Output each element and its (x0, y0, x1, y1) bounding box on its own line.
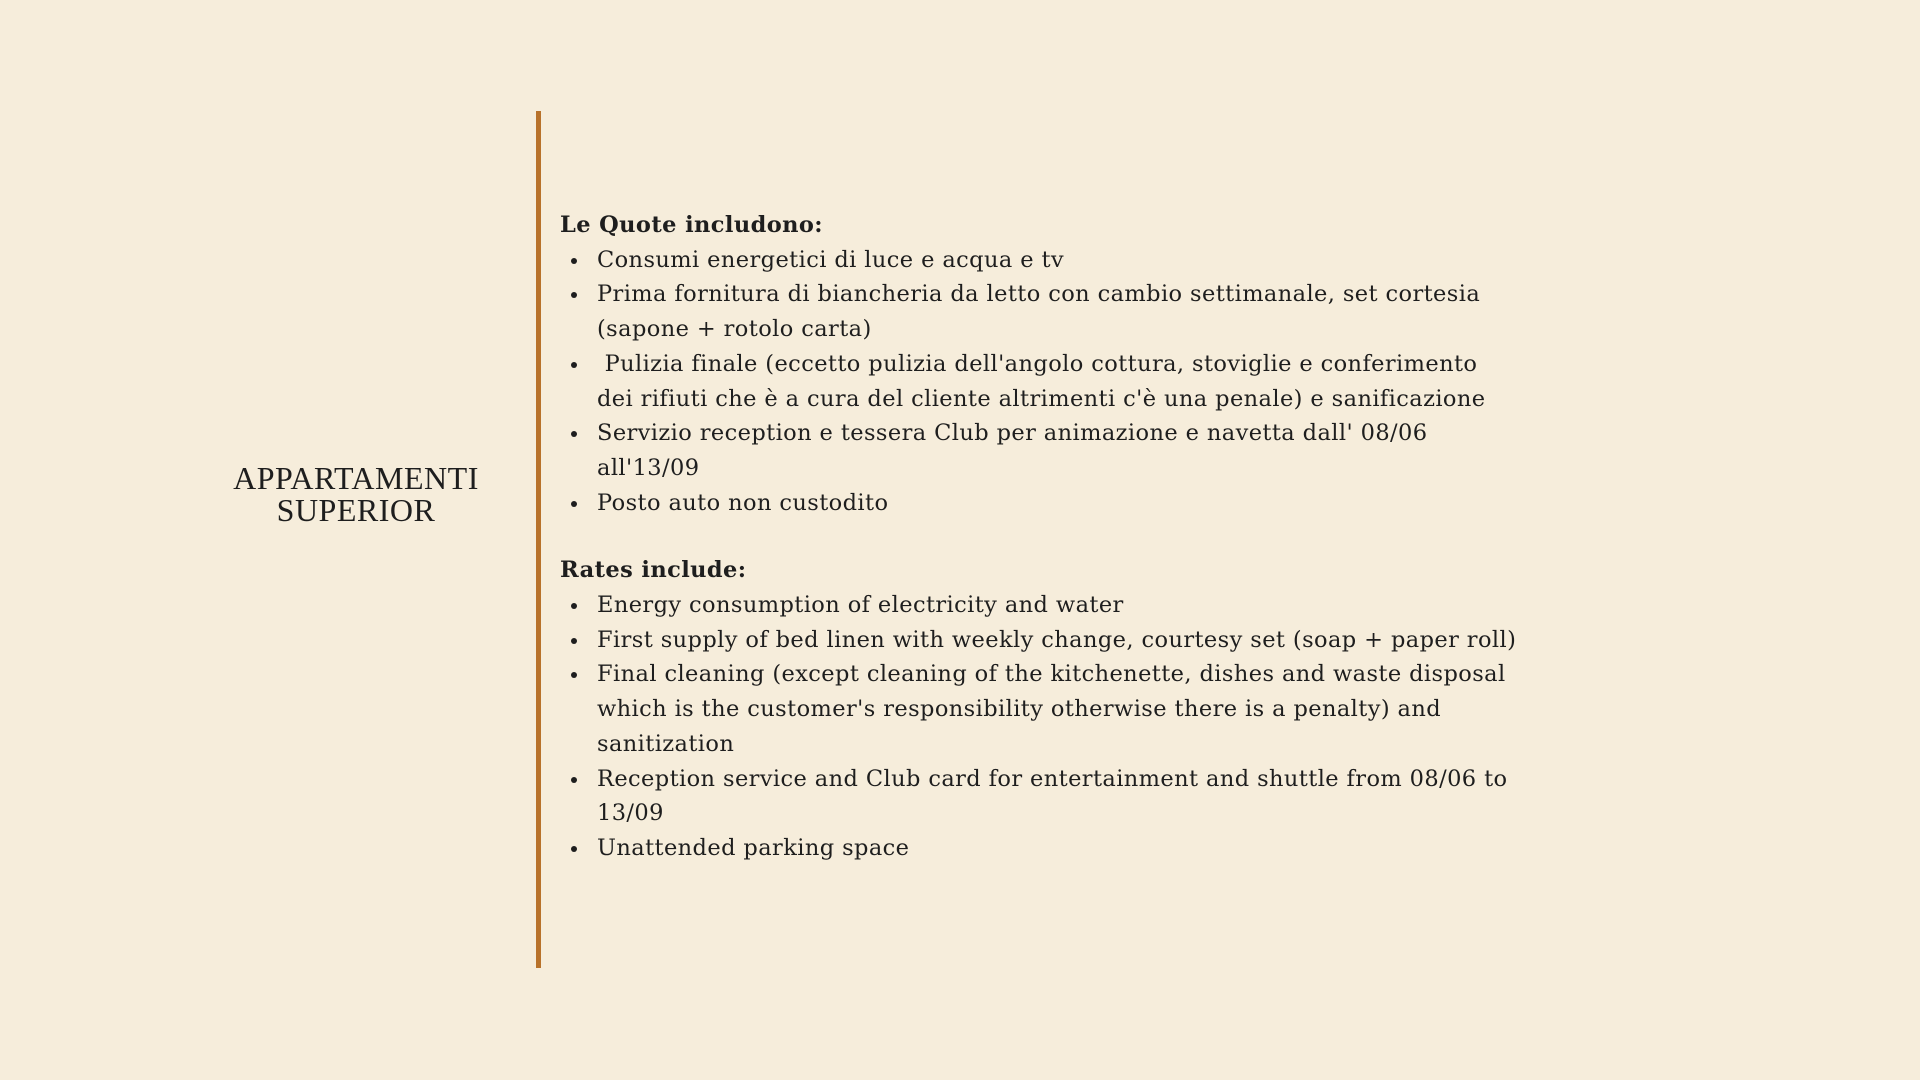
list-item: Final cleaning (except cleaning of the kitchenette, dishes and waste disposal which is the customer's responsibility otherwise there is a penalty) and sanitization (560, 657, 1520, 761)
english-inclusions-list (560, 588, 1520, 866)
list-item: Unattended parking space (560, 831, 1520, 866)
italian-section (560, 208, 1520, 520)
italian-inclusions-list (560, 243, 1520, 521)
apartment-type-title-line1: APPARTAMENTI (233, 460, 479, 496)
apartment-type-title-line2: SUPERIOR (276, 492, 436, 528)
italian-heading: Le Quote includono: (560, 212, 823, 238)
list-item: Prima fornitura di biancheria da letto con cambio settimanale, set cortesia (sapone + rotolo carta) (560, 277, 1520, 346)
list-item: Pulizia finale (eccetto pulizia dell'angolo cottura, stoviglie e conferimento dei rifiuti che è a cura del cliente altrimenti c'è una penale) e sanificazione (560, 347, 1520, 416)
list-item: Consumi energetici di luce e acqua e tv (560, 243, 1520, 278)
list-item: Reception service and Club card for entertainment and shuttle from 08/06 to 13/09 (560, 762, 1520, 831)
english-heading: Rates include: (560, 557, 747, 584)
list-item: Servizio reception e tessera Club per animazione e navetta dall' 08/06 all'13/09 (560, 416, 1520, 485)
list-item: Posto auto non custodito (560, 486, 1520, 521)
list-item: First supply of bed linen with weekly change, courtesy set (soap + paper roll) (560, 623, 1520, 658)
apartment-type-title (170, 462, 542, 526)
section-spacer (560, 520, 1520, 553)
list-item: Energy consumption of electricity and water (560, 588, 1520, 623)
rates-content (560, 208, 1520, 866)
english-section (560, 553, 1520, 865)
vertical-divider (536, 111, 541, 968)
